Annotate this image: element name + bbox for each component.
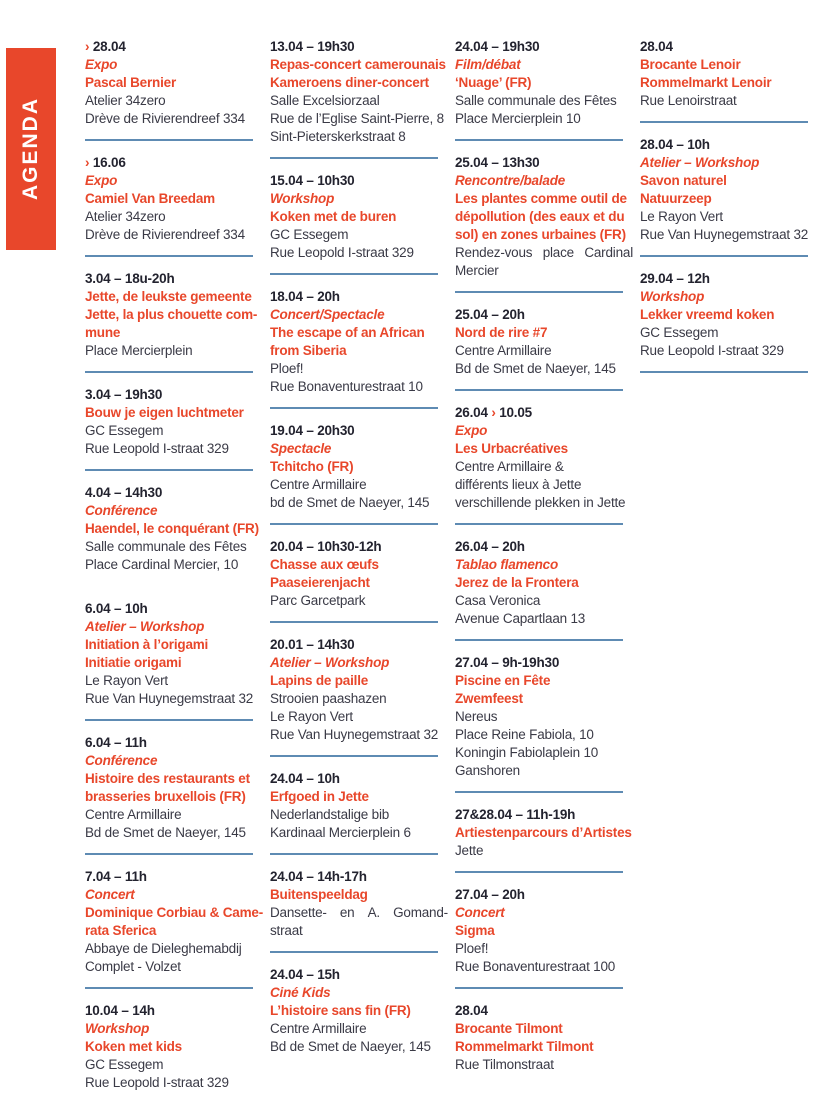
entry-venue: Centre Armillaire &	[455, 459, 564, 474]
entry-divider	[455, 791, 623, 793]
entry-title: sol) en zones urbaines (FR)	[455, 227, 626, 242]
entry-date: 26.04 – 20h	[455, 539, 525, 554]
entry-category: Rencontre/balade	[455, 173, 566, 188]
entry-date: 24.04 – 14h-17h	[270, 869, 367, 884]
entry-title: Les plantes comme outil de	[455, 191, 627, 206]
agenda-entry	[85, 868, 270, 976]
entry-title: from Siberia	[270, 343, 347, 358]
entry-category: Spectacle	[270, 441, 332, 456]
entry-venue: Atelier 34zero	[85, 209, 166, 224]
entry-category: Atelier – Workshop	[640, 155, 760, 170]
agenda-entry	[270, 538, 455, 610]
entry-title: Dominique Corbiau & Came-	[85, 905, 264, 920]
entry-title: Piscine en Fête	[455, 673, 551, 688]
entry-venue: straat	[270, 923, 303, 938]
entry-date: 25.04 – 13h30	[455, 155, 540, 170]
entry-category: Workshop	[270, 191, 335, 206]
entry-date: 3.04 – 18u-20h	[85, 271, 175, 286]
agenda-entry	[270, 966, 455, 1056]
entry-divider	[270, 951, 438, 953]
entry-date: 28.04 – 10h	[640, 137, 710, 152]
entry-venue: Rue Van Huynegemstraat 32	[270, 727, 439, 742]
agenda-entry	[85, 38, 270, 128]
entry-venue: Dansette- en A. Gomand-	[270, 905, 448, 920]
agenda-entry	[85, 386, 270, 458]
entry-venue: Strooien paashazen	[270, 691, 387, 706]
entry-title: Haendel, le conquérant (FR)	[85, 521, 259, 536]
entry-venue: Salle communale des Fêtes	[85, 539, 247, 554]
entry-venue: différents lieux à Jette	[455, 477, 582, 492]
entry-date: 6.04 – 11h	[85, 735, 147, 750]
entry-venue: Sint-Pieterskerkstraat 8	[270, 129, 406, 144]
entry-venue: verschillende plekken in Jette	[455, 495, 626, 510]
entry-category: Expo	[85, 173, 118, 188]
entry-category: Ciné Kids	[270, 985, 331, 1000]
agenda-entry	[455, 154, 640, 280]
entry-venue: Parc Garcetpark	[270, 593, 366, 608]
entry-venue: Le Rayon Vert	[640, 209, 723, 224]
entry-category: Conférence	[85, 503, 158, 518]
entry-date: 15.04 – 10h30	[270, 173, 355, 188]
entry-title: Repas-concert camerounais	[270, 57, 446, 72]
entry-category: Tablao flamenco	[455, 557, 559, 572]
entry-title: Initiatie origami	[85, 655, 182, 670]
entry-divider	[455, 639, 623, 641]
entry-venue: Mercier	[455, 263, 499, 278]
entry-divider	[455, 389, 623, 391]
entry-date: 27&28.04 – 11h-19h	[455, 807, 576, 822]
entry-divider	[85, 719, 253, 721]
entry-title: Histoire des restaurants et	[85, 771, 250, 786]
entry-venue: Place Reine Fabiola, 10	[455, 727, 594, 742]
entry-venue: Rendez-vous place Cardinal	[455, 245, 633, 260]
entry-venue: Place Mercierplein	[85, 343, 193, 358]
entry-venue: Jette	[455, 843, 484, 858]
agenda-entry	[270, 636, 455, 744]
entry-title: Brocante Lenoir	[640, 57, 741, 72]
entry-title: Jette, la plus chouette com-	[85, 307, 258, 322]
entry-venue: Centre Armillaire	[270, 1021, 367, 1036]
entry-category: Atelier – Workshop	[85, 619, 205, 634]
entry-title: rata Sferica	[85, 923, 157, 938]
entry-venue: Ploef!	[270, 361, 304, 376]
entry-divider	[85, 469, 253, 471]
entry-venue: Rue Bonaventurestraat 100	[455, 959, 616, 974]
entry-title: Brocante Tilmont	[455, 1021, 563, 1036]
entry-category: Expo	[85, 57, 118, 72]
agenda-entry	[455, 654, 640, 780]
entry-title: Lapins de paille	[270, 673, 369, 688]
entry-divider	[270, 523, 438, 525]
entry-date: › 28.04	[85, 39, 126, 54]
entry-divider	[85, 853, 253, 855]
agenda-entry	[640, 38, 822, 110]
entry-category: Film/débat	[455, 57, 521, 72]
entry-title: Chasse aux œufs	[270, 557, 379, 572]
agenda-entry	[85, 1002, 270, 1092]
entry-category: Workshop	[85, 1021, 150, 1036]
entry-date: 28.04	[640, 39, 673, 54]
entry-venue: Drève de Rivierendreef 334	[85, 227, 245, 242]
agenda-banner	[6, 48, 56, 250]
entry-venue: Abbaye de Dieleghemabdij	[85, 941, 242, 956]
entry-divider	[455, 291, 623, 293]
entry-title: brasseries bruxellois (FR)	[85, 789, 246, 804]
entry-venue: Rue Bonaventurestraat 10	[270, 379, 423, 394]
agenda-entry	[455, 538, 640, 628]
entry-venue: Bd de Smet de Naeyer, 145	[85, 825, 246, 840]
agenda-column	[455, 38, 640, 1092]
entry-date: 7.04 – 11h	[85, 869, 147, 884]
entry-venue: Centre Armillaire	[270, 477, 367, 492]
entry-date: 13.04 – 19h30	[270, 39, 355, 54]
entry-title: Erfgoed in Jette	[270, 789, 369, 804]
entry-divider	[455, 871, 623, 873]
entry-venue: Atelier 34zero	[85, 93, 166, 108]
entry-venue: Ploef!	[455, 941, 489, 956]
entry-category: Concert/Spectacle	[270, 307, 385, 322]
entry-category: Atelier – Workshop	[270, 655, 390, 670]
entry-date: 29.04 – 12h	[640, 271, 710, 286]
entry-venue: Rue Leopold I-straat 329	[270, 245, 414, 260]
entry-title: L’histoire sans fin (FR)	[270, 1003, 411, 1018]
entry-date: 24.04 – 10h	[270, 771, 340, 786]
entry-venue: Centre Armillaire	[455, 343, 552, 358]
entry-date: 10.04 – 14h	[85, 1003, 155, 1018]
agenda-entry	[455, 404, 640, 512]
chevron-icon: ›	[85, 155, 90, 170]
agenda-entry	[85, 154, 270, 244]
entry-date: 24.04 – 15h	[270, 967, 340, 982]
entry-title: Paaseierenjacht	[270, 575, 370, 590]
entry-venue: Rue Van Huynegemstraat 32	[85, 691, 254, 706]
entry-title: Kameroens diner-concert	[270, 75, 429, 90]
entry-venue: Rue Leopold I-straat 329	[85, 1075, 229, 1090]
entry-venue: GC Essegem	[270, 227, 349, 242]
entry-venue: Kardinaal Mercierplein 6	[270, 825, 411, 840]
entry-divider	[455, 987, 623, 989]
entry-title: Lekker vreemd koken	[640, 307, 775, 322]
entry-date: 28.04	[455, 1003, 488, 1018]
agenda-entry	[85, 270, 270, 360]
entry-venue: Place Cardinal Mercier, 10	[85, 557, 239, 572]
agenda-column	[85, 38, 270, 1092]
entry-venue: Avenue Capartlaan 13	[455, 611, 586, 626]
entry-divider	[85, 371, 253, 373]
entry-title: Koken met de buren	[270, 209, 397, 224]
chevron-icon: ›	[85, 39, 90, 54]
entry-venue: GC Essegem	[640, 325, 719, 340]
entry-date: 20.01 – 14h30	[270, 637, 355, 652]
entry-divider	[85, 987, 253, 989]
chevron-icon: ›	[491, 405, 496, 420]
entry-divider	[270, 853, 438, 855]
entry-venue: Rue Van Huynegemstraat 32	[640, 227, 809, 242]
entry-title: Koken met kids	[85, 1039, 182, 1054]
entry-divider	[455, 139, 623, 141]
entry-title: Nord de rire #7	[455, 325, 548, 340]
entry-date: 3.04 – 19h30	[85, 387, 163, 402]
entry-venue: Rue Leopold I-straat 329	[85, 441, 229, 456]
entry-title: Pascal Bernier	[85, 75, 177, 90]
entry-title: ‘Nuage’ (FR)	[455, 75, 532, 90]
agenda-entry	[455, 38, 640, 128]
entry-title: Initiation à l’origami	[85, 637, 209, 652]
entry-date: 27.04 – 20h	[455, 887, 525, 902]
entry-title: Savon naturel	[640, 173, 727, 188]
entry-divider	[270, 755, 438, 757]
entry-title: Natuurzeep	[640, 191, 712, 206]
agenda-entry	[85, 484, 270, 574]
entry-divider	[85, 139, 253, 141]
entry-title: Tchitcho (FR)	[270, 459, 354, 474]
entry-date: 25.04 – 20h	[455, 307, 525, 322]
entry-venue: Rue de l’Eglise Saint-Pierre, 8	[270, 111, 444, 126]
entry-venue: Casa Veronica	[455, 593, 541, 608]
entry-venue: Salle Excelsiorzaal	[270, 93, 380, 108]
entry-title: Sigma	[455, 923, 495, 938]
agenda-entry	[455, 1002, 640, 1074]
entry-category: Expo	[455, 423, 488, 438]
entry-venue: Koningin Fabiolaplein 10	[455, 745, 599, 760]
entry-category: Conférence	[85, 753, 158, 768]
agenda-banner-label: AGENDA	[19, 97, 42, 201]
entry-category: Concert	[85, 887, 135, 902]
entry-category: Workshop	[640, 289, 705, 304]
entry-divider	[640, 121, 808, 123]
entry-venue: Complet - Volzet	[85, 959, 181, 974]
entry-venue: GC Essegem	[85, 423, 164, 438]
entry-title: Rommelmarkt Lenoir	[640, 75, 772, 90]
entry-title: Jette, de leukste gemeente	[85, 289, 252, 304]
entry-venue: Rue Lenoirstraat	[640, 93, 737, 108]
entry-title: Rommelmarkt Tilmont	[455, 1039, 594, 1054]
entry-divider	[640, 371, 808, 373]
entry-venue: bd de Smet de Naeyer, 145	[270, 495, 430, 510]
entry-divider	[640, 255, 808, 257]
entry-title: Zwemfeest	[455, 691, 523, 706]
entry-date: 18.04 – 20h	[270, 289, 340, 304]
entry-date: 24.04 – 19h30	[455, 39, 540, 54]
entry-title: The escape of an African	[270, 325, 425, 340]
agenda-entry	[455, 806, 640, 860]
entry-gap	[85, 574, 270, 600]
entry-divider	[85, 255, 253, 257]
entry-title: dépollution (des eaux et du	[455, 209, 625, 224]
entry-title: Bouw je eigen luchtmeter	[85, 405, 244, 420]
entry-title: Artiestenparcours d’Artistes	[455, 825, 632, 840]
entry-venue: Ganshoren	[455, 763, 520, 778]
entry-title: Camiel Van Breedam	[85, 191, 215, 206]
agenda-entry	[640, 270, 822, 360]
agenda-entry	[455, 886, 640, 976]
entry-divider	[270, 157, 438, 159]
entry-venue: Place Mercierplein 10	[455, 111, 581, 126]
entry-date: 20.04 – 10h30-12h	[270, 539, 382, 554]
agenda-entry	[270, 422, 455, 512]
entry-date: 19.04 – 20h30	[270, 423, 355, 438]
entry-date: 26.04 › 10.05	[455, 405, 532, 420]
agenda-entry	[85, 734, 270, 842]
entry-venue: GC Essegem	[85, 1057, 164, 1072]
entry-category: Concert	[455, 905, 505, 920]
entry-venue: Bd de Smet de Naeyer, 145	[270, 1039, 431, 1054]
agenda-columns	[85, 38, 822, 1092]
entry-title: mune	[85, 325, 121, 340]
agenda-entry	[455, 306, 640, 378]
entry-date: 4.04 – 14h30	[85, 485, 163, 500]
entry-venue: Nereus	[455, 709, 498, 724]
entry-title: Jerez de la Frontera	[455, 575, 579, 590]
entry-divider	[455, 523, 623, 525]
agenda-entry	[270, 38, 455, 146]
entry-venue: Centre Armillaire	[85, 807, 182, 822]
entry-venue: Le Rayon Vert	[85, 673, 168, 688]
entry-venue: Bd de Smet de Naeyer, 145	[455, 361, 616, 376]
entry-venue: Salle communale des Fêtes	[455, 93, 617, 108]
agenda-entry	[85, 600, 270, 708]
entry-venue: Rue Leopold I-straat 329	[640, 343, 784, 358]
agenda-entry	[270, 288, 455, 396]
entry-venue: Nederlandstalige bib	[270, 807, 390, 822]
entry-title: Les Urbacréatives	[455, 441, 568, 456]
entry-divider	[270, 621, 438, 623]
entry-venue: Drève de Rivierendreef 334	[85, 111, 245, 126]
entry-date: › 16.06	[85, 155, 126, 170]
entry-venue: Rue Tilmonstraat	[455, 1057, 554, 1072]
agenda-entry	[270, 172, 455, 262]
agenda-entry	[270, 770, 455, 842]
entry-title: Buitenspeeldag	[270, 887, 368, 902]
agenda-column	[270, 38, 455, 1092]
entry-divider	[270, 273, 438, 275]
entry-date: 27.04 – 9h-19h30	[455, 655, 560, 670]
agenda-entry	[270, 868, 455, 940]
entry-date: 6.04 – 10h	[85, 601, 148, 616]
agenda-entry	[640, 136, 822, 244]
agenda-column	[640, 38, 822, 1092]
entry-venue: Le Rayon Vert	[270, 709, 353, 724]
entry-divider	[270, 407, 438, 409]
